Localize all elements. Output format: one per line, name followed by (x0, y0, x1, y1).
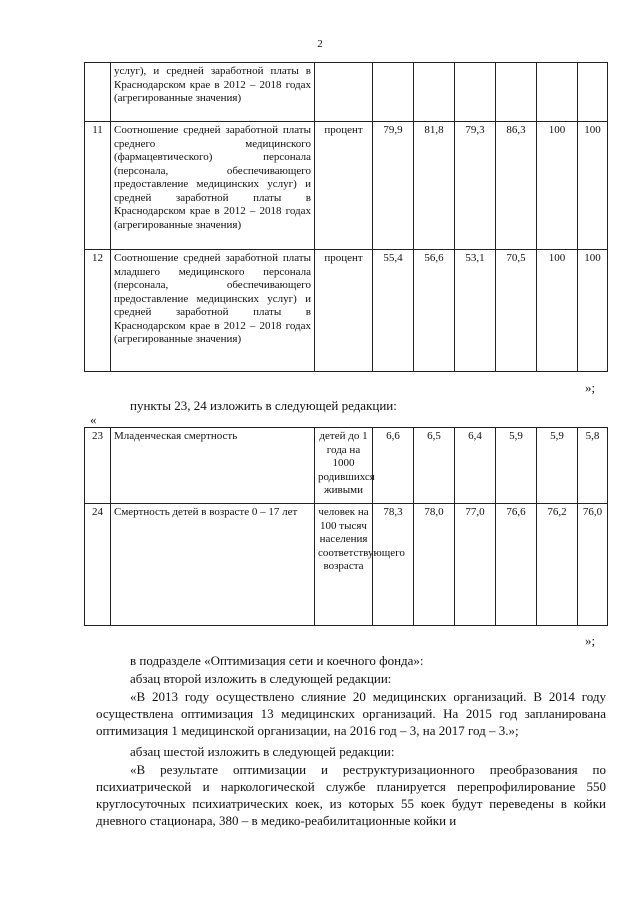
value-cell: 100 (537, 250, 578, 372)
row-number: 11 (85, 122, 111, 250)
table-row (85, 63, 608, 122)
value-cell (496, 63, 537, 122)
value-cell: 6,4 (455, 428, 496, 504)
unit-cell: детей до 1 года на 1000 родившихся живыми (315, 428, 373, 504)
value-cell: 6,6 (373, 428, 414, 504)
value-cell (537, 63, 578, 122)
table-row (85, 504, 608, 626)
page-number: 2 (317, 38, 323, 50)
value-cell (455, 63, 496, 122)
value-cell: 78,3 (373, 504, 414, 626)
paragraph-2: абзац второй изложить в следующей редакции: (130, 671, 392, 686)
instruction-1: пункты 23, 24 изложить в следующей редакции: (130, 398, 397, 413)
value-cell: 86,3 (496, 122, 537, 250)
paragraph-1: в подразделе «Оптимизация сети и коечного фонда»: (130, 653, 424, 668)
unit-cell (315, 63, 373, 122)
value-cell: 100 (578, 122, 608, 250)
row-number: 23 (85, 428, 111, 504)
unit-cell: человек на 100 тысяч населения соответствующего возраста (315, 504, 373, 626)
value-cell: 77,0 (455, 504, 496, 626)
unit-cell: процент (315, 122, 373, 250)
unit-cell: процент (315, 250, 373, 372)
indicator-name: Соотношение средней заработной платы младшего медицинского персонала (персонала, обеспечивающего предоставление медицинских услуг) и средней заработной платы в Краснодарском крае в 2012 – 2018 годах (агрегированные значения) (111, 250, 315, 372)
value-cell: 81,8 (414, 122, 455, 250)
value-cell: 53,1 (455, 250, 496, 372)
table-row (85, 250, 608, 372)
value-cell (373, 63, 414, 122)
value-cell: 55,4 (373, 250, 414, 372)
indicator-name: Соотношение средней заработной платы среднего медицинского (фармацевтического) персонала (персонала, обеспечивающего предоставление медицинских услуг) и средней заработной платы в Краснодарском крае в 2012 – 2018 годах (агрегированные значения) (111, 122, 315, 250)
value-cell: 70,5 (496, 250, 537, 372)
paragraph-3: «В 2013 году осуществлено слияние 20 медицинских организаций. В 2014 году осуществлена оптимизация 13 медицинских организаций. На 2015 год запланирована оптимизация 1 медицинской организации, на 2016 год – 3, на 2017 год – 3.»; (96, 689, 606, 738)
value-cell: 79,3 (455, 122, 496, 250)
row-number: 12 (85, 250, 111, 372)
value-cell (578, 63, 608, 122)
paragraph-4: абзац шестой изложить в следующей редакции: (130, 744, 395, 759)
value-cell: 6,5 (414, 428, 455, 504)
row-number (85, 63, 111, 122)
value-cell: 76,0 (578, 504, 608, 626)
indicators-table-2 (84, 427, 608, 626)
indicator-name: услуг), и средней заработной платы в Краснодарском крае в 2012 – 2018 годах (агрегированные значения) (111, 63, 315, 122)
row-number: 24 (85, 504, 111, 626)
value-cell: 56,6 (414, 250, 455, 372)
value-cell: 76,6 (496, 504, 537, 626)
indicator-name: Младенческая смертность (111, 428, 315, 504)
close-quote-2: »; (585, 633, 596, 648)
value-cell: 100 (537, 122, 578, 250)
value-cell: 5,9 (496, 428, 537, 504)
value-cell: 76,2 (537, 504, 578, 626)
indicators-table-1 (84, 62, 608, 372)
table-row (85, 122, 608, 250)
open-quote: « (90, 412, 97, 427)
value-cell: 79,9 (373, 122, 414, 250)
value-cell: 78,0 (414, 504, 455, 626)
table-row (85, 428, 608, 504)
paragraph-5: «В результате оптимизации и реструктуризационного преобразования по психиатрической и наркологической службе планируется перепрофилирование 550 круглосуточных психиатрических коек, из которых 55 коек будут переведены в койки дневного стационара, 380 – в медико-реабилитационные койки и (96, 762, 606, 828)
value-cell: 5,9 (537, 428, 578, 504)
value-cell: 100 (578, 250, 608, 372)
close-quote-1: »; (585, 380, 596, 395)
value-cell (414, 63, 455, 122)
value-cell: 5,8 (578, 428, 608, 504)
indicator-name: Смертность детей в возрасте 0 – 17 лет (111, 504, 315, 626)
